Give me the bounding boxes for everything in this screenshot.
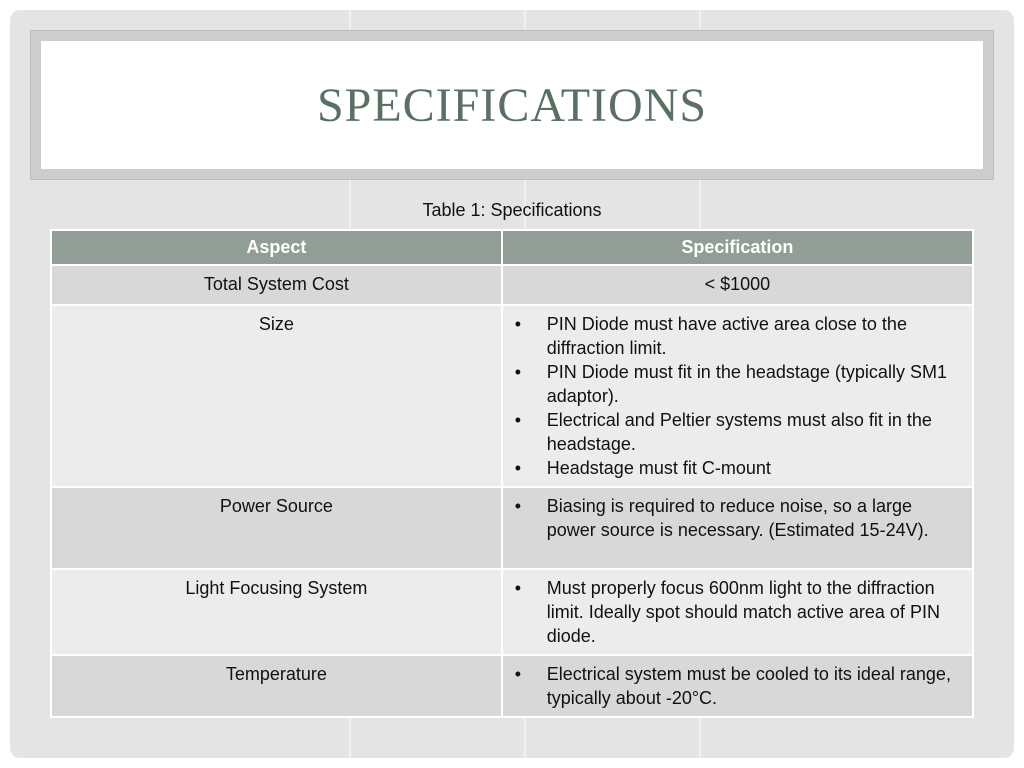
specifications-table xyxy=(50,229,974,718)
table-row xyxy=(51,265,973,305)
column-header-aspect: Aspect xyxy=(51,230,502,265)
spec-cell xyxy=(502,265,973,305)
aspect-cell: Light Focusing System xyxy=(51,569,502,655)
bullet-list xyxy=(509,494,966,542)
title-box xyxy=(41,41,983,169)
slide-title: SPECIFICATIONS xyxy=(316,78,708,132)
spec-cell xyxy=(502,487,973,569)
bullet-item: • Must properly focus 600nm light to the diffraction limit. Ideally spot should match active area of PIN diode. xyxy=(509,576,966,648)
table-header-row xyxy=(51,230,973,265)
bullet-item: • Electrical system must be cooled to its ideal range, typically about -20°C. xyxy=(509,662,966,710)
aspect-cell: Power Source xyxy=(51,487,502,569)
table-row xyxy=(51,305,973,487)
bullet-item: • Electrical and Peltier systems must also fit in the headstage. xyxy=(509,408,966,456)
bullet-list xyxy=(509,312,966,480)
column-header-specification: Specification xyxy=(502,230,973,265)
table-row xyxy=(51,487,973,569)
spec-text: < $1000 xyxy=(704,274,771,294)
bullet-list xyxy=(509,662,966,710)
table-caption: Table 1: Specifications xyxy=(422,200,602,220)
slide xyxy=(10,10,1014,758)
title-frame xyxy=(30,30,994,180)
spec-cell xyxy=(502,569,973,655)
spec-cell xyxy=(502,655,973,717)
bullet-item: • Biasing is required to reduce noise, so a large power source is necessary. (Estimated 15-24V). xyxy=(509,494,966,542)
aspect-cell: Size xyxy=(51,305,502,487)
bullet-item: • PIN Diode must have active area close to the diffraction limit. xyxy=(509,312,966,360)
aspect-cell: Temperature xyxy=(51,655,502,717)
bullet-item: • Headstage must fit C-mount xyxy=(509,456,966,480)
table-row xyxy=(51,569,973,655)
bullet-list xyxy=(509,576,966,648)
bullet-item: • PIN Diode must fit in the headstage (typically SM1 adaptor). xyxy=(509,360,966,408)
table-row xyxy=(51,655,973,717)
aspect-cell: Total System Cost xyxy=(51,265,502,305)
spec-cell xyxy=(502,305,973,487)
